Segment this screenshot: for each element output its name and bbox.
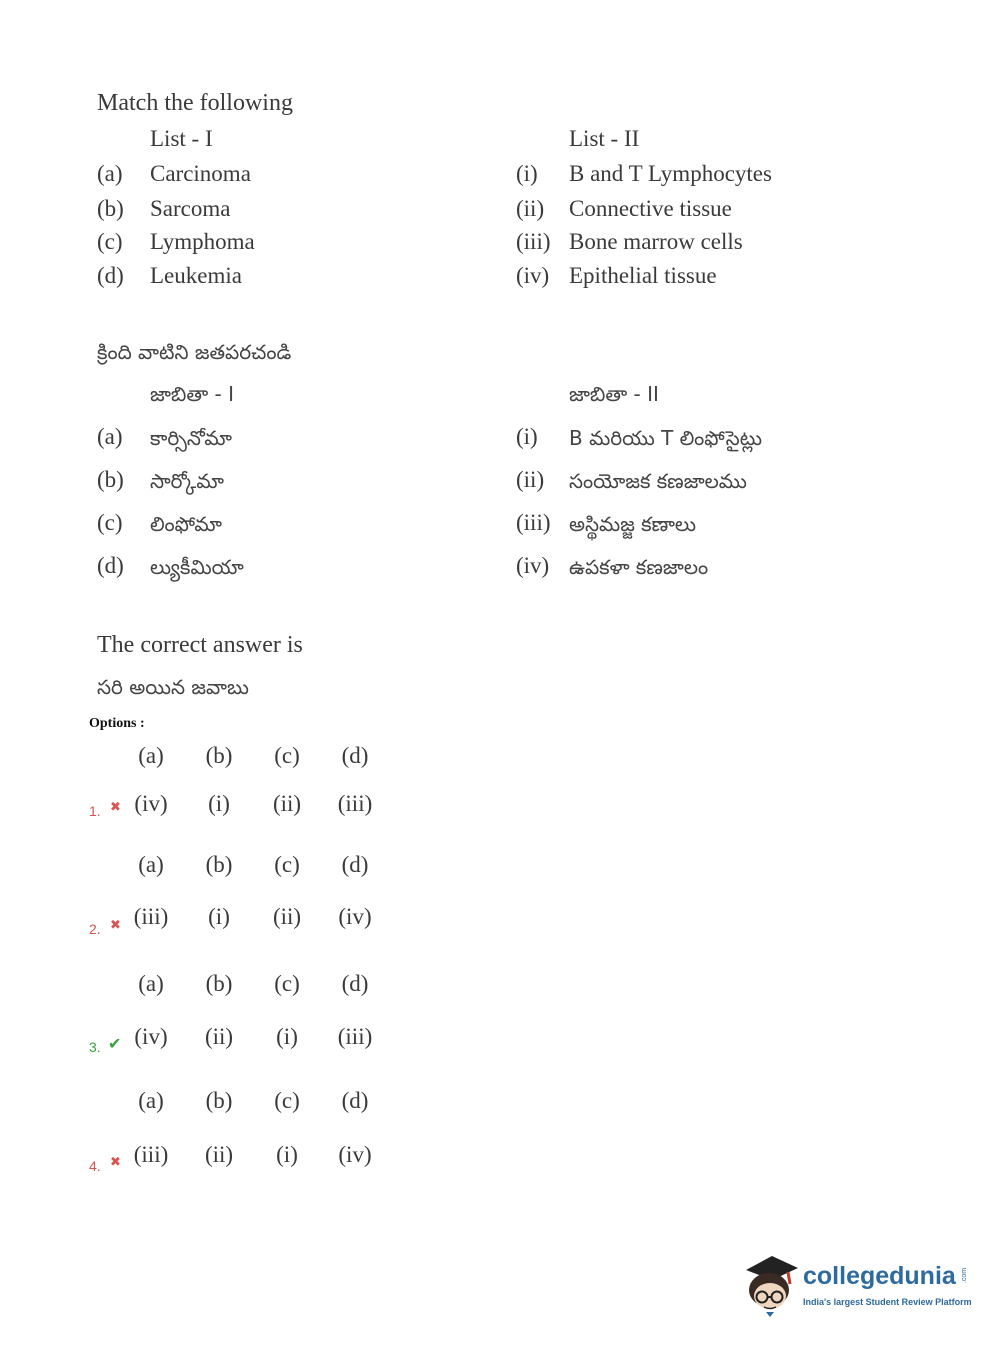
wrong-mark-icon: ✖: [110, 1155, 121, 1170]
option-number[interactable]: 2.: [89, 921, 101, 937]
answer-prompt-en: The correct answer is: [97, 632, 303, 658]
option-value: (ii): [272, 904, 302, 929]
option-header: (a): [138, 1088, 164, 1113]
option-value: (i): [276, 1024, 298, 1049]
option-header: (b): [205, 1088, 233, 1113]
list1-item: లింఫోమా: [150, 512, 222, 536]
list2-label: (ii): [516, 196, 545, 221]
option-header: (d): [341, 743, 369, 768]
option-value: (iv): [338, 904, 372, 929]
list2-item: Epithelial tissue: [569, 263, 717, 288]
list2-item: ఉపకళా కణజాలం: [569, 555, 709, 579]
list1-label: (c): [97, 510, 123, 535]
list1-item: Lymphoma: [150, 229, 255, 254]
option-header: (c): [274, 1088, 300, 1113]
option-number[interactable]: 3.: [89, 1039, 101, 1055]
list1-item: కార్సినోమా: [150, 426, 232, 450]
option-value: (i): [276, 1142, 298, 1167]
option-number[interactable]: 1.: [89, 803, 101, 819]
option-header: (d): [341, 971, 369, 996]
option-header: (c): [274, 743, 300, 768]
option-value: (ii): [272, 791, 302, 816]
list2-label: (i): [516, 161, 538, 186]
option-value: (iv): [134, 791, 168, 816]
brand-tagline: India's largest Student Review Platform: [803, 1297, 972, 1307]
option-value: (iii): [133, 1142, 169, 1167]
list2-label: (iii): [516, 510, 551, 535]
list2-item: B and T Lymphocytes: [569, 161, 772, 186]
option-value: (iii): [133, 904, 169, 929]
option-header: (c): [274, 852, 300, 877]
option-header: (b): [205, 971, 233, 996]
option-value: (iii): [337, 791, 373, 816]
option-number[interactable]: 4.: [89, 1158, 101, 1174]
option-value: (ii): [204, 1142, 234, 1167]
list2-item: Bone marrow cells: [569, 229, 743, 254]
list1-item: Leukemia: [150, 263, 242, 288]
option-header: (a): [138, 743, 164, 768]
wrong-mark-icon: ✖: [110, 800, 121, 815]
list1-label: (b): [97, 467, 124, 492]
list2-label: (iv): [516, 263, 550, 288]
question-title-te: క్రింది వాటిని జతపరచండి: [97, 340, 292, 364]
list1-label: (c): [97, 229, 123, 254]
list2-header-te: జాబితా - II: [569, 382, 659, 406]
list1-label: (b): [97, 196, 124, 221]
option-value: (i): [208, 904, 230, 929]
correct-mark-icon: ✔: [108, 1034, 122, 1053]
option-value: (iii): [337, 1024, 373, 1049]
list1-item: సార్కోమా: [150, 469, 224, 493]
list1-label: (a): [97, 161, 123, 186]
list2-header-en: List - II: [569, 126, 640, 151]
question-title-en: Match the following: [97, 90, 293, 116]
list2-label: (iii): [516, 229, 551, 254]
list2-label: (ii): [516, 467, 545, 492]
list1-label: (a): [97, 424, 123, 449]
option-header: (c): [274, 971, 300, 996]
list1-item: Sarcoma: [150, 196, 231, 221]
list1-header-en: List - I: [150, 126, 213, 151]
list2-label: (iv): [516, 553, 550, 578]
list1-label: (d): [97, 553, 124, 578]
options-label: Options :: [89, 716, 145, 731]
wrong-mark-icon: ✖: [110, 918, 121, 933]
list2-item: Connective tissue: [569, 196, 732, 221]
option-value: (iv): [134, 1024, 168, 1049]
option-header: (d): [341, 852, 369, 877]
answer-prompt-te: సరి అయిన జవాబు: [97, 675, 249, 699]
brand-suffix: .com: [961, 1267, 969, 1284]
option-header: (a): [138, 852, 164, 877]
option-value: (i): [208, 791, 230, 816]
list2-item: సంయోజక కణజాలము: [569, 469, 747, 493]
list2-item: అస్థిమజ్జ కణాలు: [569, 512, 697, 536]
list2-label: (i): [516, 424, 538, 449]
mascot-logo-icon: [742, 1250, 802, 1318]
list1-label: (d): [97, 263, 124, 288]
brand-name: collegedunia: [803, 1262, 956, 1290]
list1-header-te: జాబితా - I: [150, 382, 235, 406]
option-header: (d): [341, 1088, 369, 1113]
option-header: (b): [205, 852, 233, 877]
list2-item: B మరియు T లింఫోసైట్లు: [569, 426, 763, 450]
list1-item: ల్యుకీమియా: [150, 555, 244, 579]
list1-item: Carcinoma: [150, 161, 251, 186]
option-header: (b): [205, 743, 233, 768]
option-header: (a): [138, 971, 164, 996]
option-value: (ii): [204, 1024, 234, 1049]
option-value: (iv): [338, 1142, 372, 1167]
